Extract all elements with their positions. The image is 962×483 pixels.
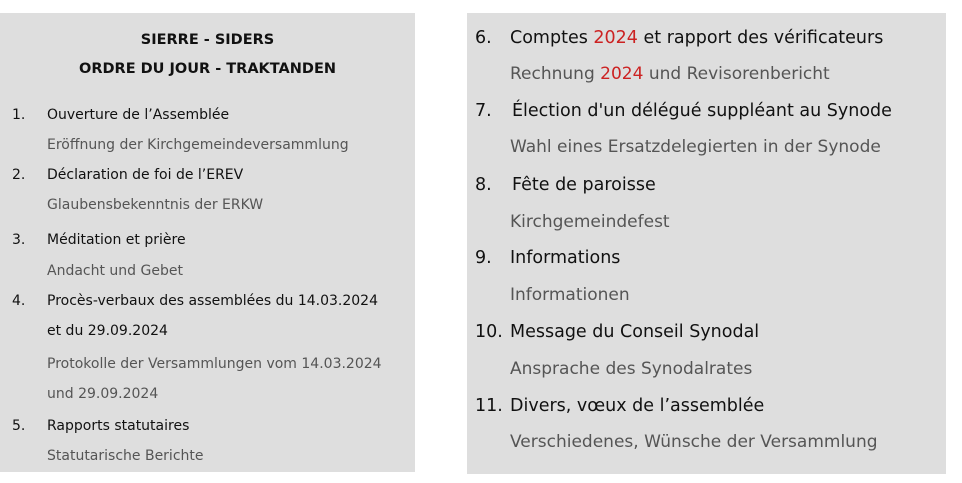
item-4-german-cont: und 29.09.2024 (47, 386, 159, 402)
header-title-agenda: ORDRE DU JOUR - TRAKTANDEN (79, 61, 336, 77)
item-6-french-year: 2024 (593, 28, 638, 48)
agenda-panel-left (0, 13, 415, 472)
item-2-french: Déclaration de foi de l’EREV (47, 167, 244, 183)
item-5-french: Rapports statutaires (47, 418, 190, 434)
item-5-german: Statutarische Berichte (47, 448, 204, 464)
item-11-german: Verschiedenes, Wünsche der Versammlung (510, 432, 878, 452)
item-10-german: Ansprache des Synodalrates (510, 359, 753, 379)
item-8-number: 8. (475, 175, 492, 195)
item-7-number: 7. (475, 101, 492, 121)
item-9-french: Informations (510, 248, 621, 268)
item-3-number: 3. (12, 232, 26, 248)
item-7-german: Wahl eines Ersatzdelegierten in der Synode (510, 137, 881, 157)
item-4-number: 4. (12, 293, 26, 309)
item-3-french: Méditation et prière (47, 232, 186, 248)
item-9-german: Informationen (510, 285, 630, 305)
item-8-french: Fête de paroisse (512, 175, 656, 195)
item-4-french: Procès-verbaux des assemblées du 14.03.2024 (47, 293, 378, 309)
item-6-french-post: et rapport des vérificateurs (643, 28, 884, 48)
item-8-german: Kirchgemeindefest (510, 212, 670, 232)
item-10-french: Message du Conseil Synodal (510, 322, 760, 342)
item-2-number: 2. (12, 167, 26, 183)
agenda-panel-right (467, 13, 946, 474)
item-3-german: Andacht und Gebet (47, 263, 183, 279)
item-1-french: Ouverture de l’Assemblée (47, 107, 230, 123)
item-7-french: Élection d'un délégué suppléant au Synode (512, 101, 892, 121)
item-1-number: 1. (12, 107, 26, 123)
item-11-french: Divers, vœux de l’assemblée (510, 396, 765, 416)
item-6-number: 6. (475, 28, 492, 48)
item-4-french-cont: et du 29.09.2024 (47, 323, 168, 339)
item-6-french (510, 28, 883, 48)
item-10-number: 10. (475, 322, 503, 342)
item-6-german-year: 2024 (600, 64, 644, 84)
item-1-german: Eröffnung der Kirchgemeindeversammlung (47, 137, 349, 153)
header-title-location: SIERRE - SIDERS (140, 32, 275, 48)
item-4-german: Protokolle der Versammlungen vom 14.03.2024 (47, 356, 382, 372)
item-5-number: 5. (12, 418, 26, 434)
item-2-german: Glaubensbekenntnis der ERKW (47, 197, 264, 213)
item-6-german (510, 64, 830, 84)
item-6-german-pre: Rechnung (510, 64, 595, 84)
item-6-french-pre: Comptes (510, 28, 588, 48)
item-11-number: 11. (475, 396, 503, 416)
item-9-number: 9. (475, 248, 492, 268)
item-6-german-post: und Revisorenbericht (648, 64, 830, 84)
